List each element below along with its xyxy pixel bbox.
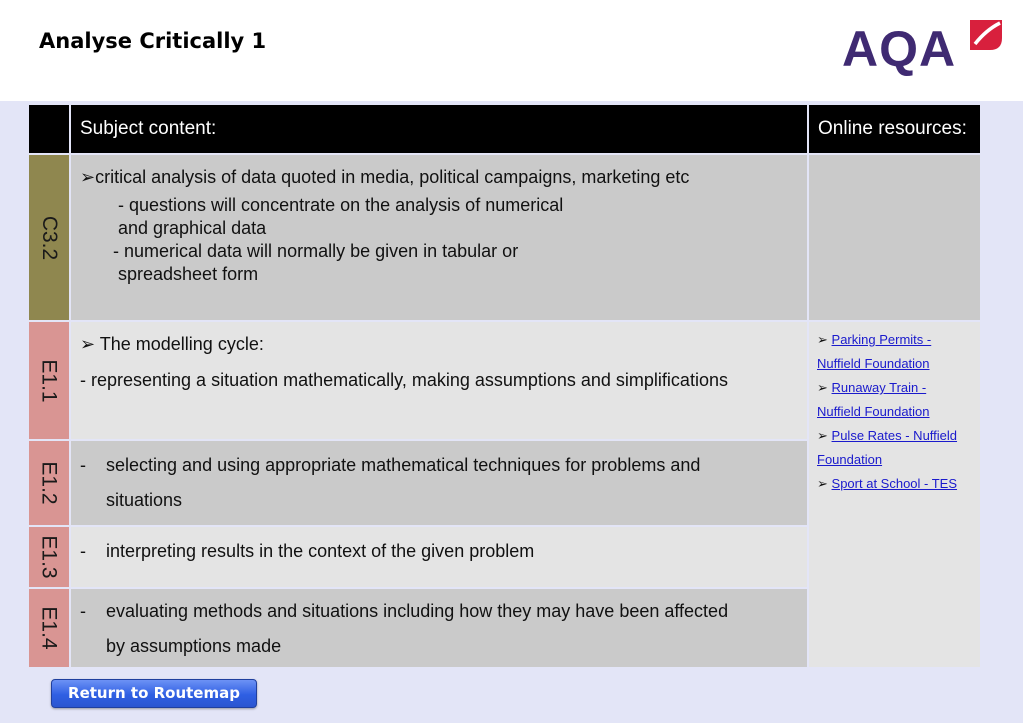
subject-row-e1-1 (71, 322, 807, 439)
content-line: spreadsheet form (118, 264, 259, 284)
arrow-bullet-icon: ➢ (817, 476, 828, 491)
content-line: interpreting results in the context of the given problem (106, 541, 535, 561)
content-dash: - (80, 541, 86, 561)
subject-row-e1-3 (71, 527, 807, 587)
resources-cell-c3-2 (809, 155, 980, 320)
code-e1-3 (29, 527, 69, 587)
content-line: selecting and using appropriate mathematical techniques for problems and (106, 455, 701, 475)
code-e1-4 (29, 589, 69, 667)
content-line: - numerical data will normally be given in tabular or (113, 241, 519, 261)
arrow-bullet-icon: ➢ (817, 380, 828, 395)
subject-row-e1-4 (71, 589, 807, 667)
subject-row-c3-2 (71, 155, 807, 320)
content-table (29, 105, 980, 667)
code-label: E1.3 (38, 535, 62, 579)
content-line: and graphical data (118, 218, 267, 238)
subject-row-e1-2 (71, 441, 807, 525)
return-to-routemap-button[interactable]: Return to Routemap (51, 679, 257, 708)
online-resources-list (809, 322, 980, 667)
header-subject-content: Subject content: (71, 105, 807, 153)
code-label: E1.2 (38, 461, 62, 505)
code-e1-2 (29, 441, 69, 525)
header-bar (0, 0, 1023, 101)
resource-item (817, 376, 972, 424)
code-label: C3.2 (38, 215, 62, 260)
arrow-bullet-icon: ➢ (817, 428, 828, 443)
page-title: Analyse Critically 1 (39, 29, 267, 53)
content-dash: - (80, 601, 86, 621)
code-label: E1.1 (38, 358, 62, 403)
content-line: - representing a situation mathematically, making assumptions and simplifications (80, 370, 728, 390)
content-line: situations (106, 490, 183, 510)
code-e1-1 (29, 322, 69, 439)
content-dash: - (80, 455, 86, 475)
aqa-logo-mark-icon (968, 16, 1004, 52)
content-line: - questions will concentrate on the analysis of numerical (118, 195, 564, 215)
resource-link-parking-permits[interactable]: Parking Permits - Nuffield Foundation (817, 332, 932, 371)
header-code-cell (29, 105, 69, 153)
content-line: evaluating methods and situations including how they may have been affected (106, 601, 729, 621)
resource-link-pulse-rates[interactable]: Pulse Rates - Nuffield Foundation (817, 428, 958, 467)
content-line: by assumptions made (106, 636, 282, 656)
resource-item (817, 328, 972, 376)
arrow-bullet-icon: ➢ (817, 332, 828, 347)
resource-item (817, 472, 972, 496)
resource-link-runaway-train[interactable]: Runaway Train - Nuffield Foundation (817, 380, 930, 419)
content-line: ➢ The modelling cycle: (80, 334, 264, 354)
aqa-logo (838, 14, 1008, 76)
code-c3-2 (29, 155, 69, 320)
content-line: ➢critical analysis of data quoted in media, political campaigns, marketing etc (80, 167, 690, 187)
resource-item (817, 424, 972, 472)
header-online-resources: Online resources: (809, 105, 980, 153)
resource-link-sport-at-school[interactable]: Sport at School - TES (831, 476, 958, 491)
aqa-logo-text: AQA (842, 21, 957, 77)
code-label: E1.4 (38, 606, 62, 650)
